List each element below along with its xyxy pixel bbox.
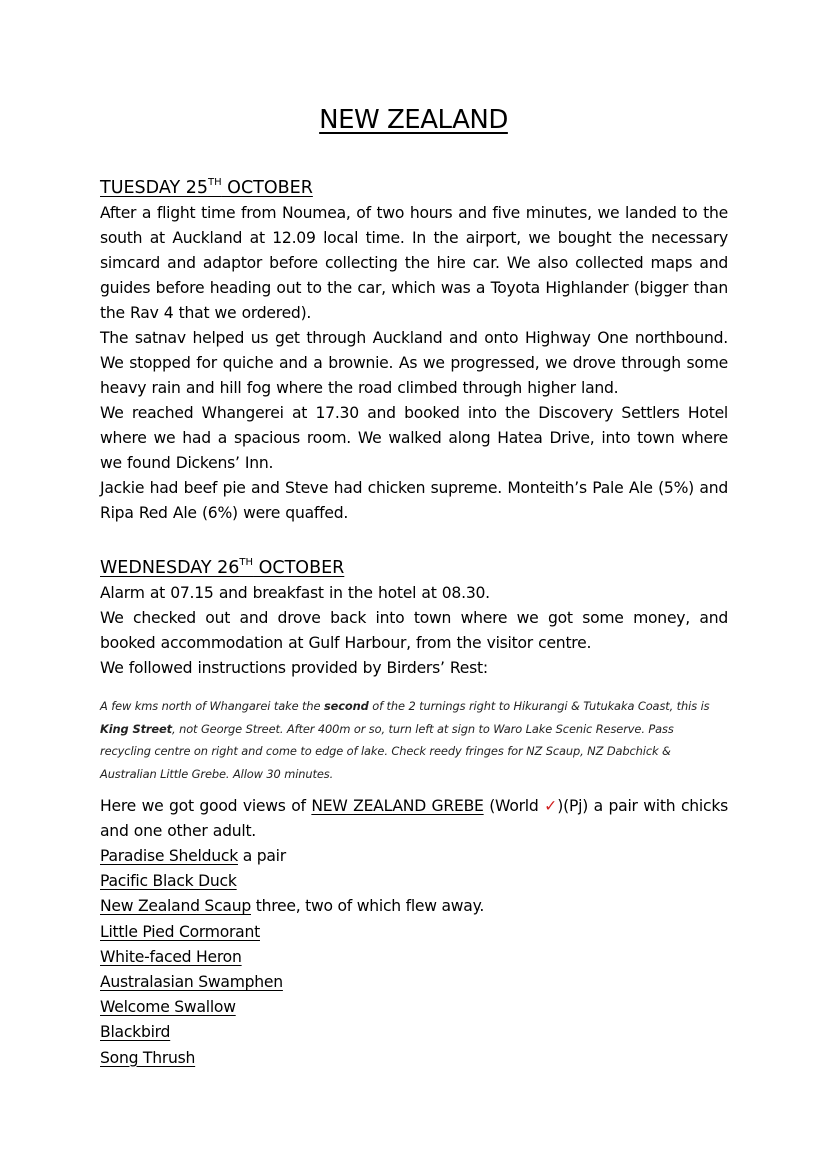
- day1-paragraph: We reached Whangerei at 17.30 and booked into the Discovery Settlers Hotel where we had a spacious room. We walked along Hatea Drive, into town where we found Dickens’ Inn.: [100, 404, 728, 472]
- list-item: [100, 1020, 728, 1045]
- quote-text: A few kms north of Whangarei take the: [100, 699, 324, 713]
- species-name: White-faced Heron: [100, 947, 242, 966]
- species-name: Paradise Shelduck: [100, 847, 238, 865]
- day1-heading-day: TUESDAY 25: [100, 178, 208, 198]
- day1-paragraph: Jackie had beef pie and Steve had chicken supreme. Monteith’s Pale Ale (5%) and Ripa Red Ale (6%) were quaffed.: [100, 479, 728, 522]
- species-name: Song Thrush: [100, 1048, 196, 1067]
- species-list: [100, 844, 728, 1071]
- species-name: Little Pied Cormorant: [100, 922, 260, 941]
- day2-paragraph: Alarm at 07.15 and breakfast in the hotel at 08.30.: [100, 584, 490, 602]
- list-item: [100, 1046, 728, 1071]
- list-item: [100, 920, 728, 945]
- quote-text: , not George Street. After 400m or so, turn left at sign to Waro Lake Scenic Reserve. Pass recycling centre on right and come to edge of lake. Check reedy fringes for NZ Scaup, NZ Dabchick & Australian Little Grebe. Allow 30 minutes.: [100, 721, 674, 781]
- list-item: [100, 970, 728, 995]
- species-note: three, two of which flew away.: [251, 897, 485, 916]
- page-title-text: NEW ZEALAND: [319, 105, 508, 135]
- day1-paragraph: The satnav helped us get through Auckland and onto Highway One northbound. We stopped for quiche and a brownie. As we progressed, we drove through some heavy rain and hill fog where the road climbed through higher land.: [100, 329, 728, 397]
- quote-bold: King Street: [100, 721, 173, 736]
- page-title: [0, 104, 827, 136]
- day2-heading-month: OCTOBER: [253, 558, 345, 578]
- species-name: New Zealand Scaup: [100, 897, 251, 916]
- grebe-paragraph: [100, 794, 728, 844]
- day1-paragraph: After a flight time from Noumea, of two hours and five minutes, we landed to the south at Auckland at 12.09 local time. In the airport, we bought the necessary simcard and adaptor before collecting the hire car. We also collected maps and guides before heading out to the car, which was a Toyota Highlander (bigger than the Rav 4 that we ordered).: [100, 204, 728, 322]
- species-name: Blackbird: [100, 1023, 171, 1042]
- grebe-mid: (World: [483, 797, 545, 815]
- list-item: [100, 894, 728, 919]
- day2-section: [100, 556, 728, 1071]
- species-name: Pacific Black Duck: [100, 872, 237, 891]
- day1-heading: [100, 176, 728, 201]
- day1-heading-sup: TH: [207, 177, 222, 188]
- quote-text: of the 2 turnings right to Hikurangi & Tutukaka Coast, this is: [368, 699, 710, 713]
- grebe-prefix: Here we got good views of: [100, 797, 312, 815]
- day2-heading-sup: TH: [239, 557, 254, 568]
- day1-section: [100, 176, 728, 526]
- day2-heading-day: WEDNESDAY 26: [100, 558, 240, 578]
- grebe-suffix: )(Pj) a pair with chicks and one other adult.: [100, 797, 728, 840]
- species-name: Welcome Swallow: [100, 998, 236, 1017]
- day2-heading: [100, 556, 728, 581]
- list-item: [100, 844, 728, 869]
- day2-paragraph: We checked out and drove back into town where we got some money, and booked accommodation at Gulf Harbour, from the visitor centre.: [100, 609, 728, 652]
- grebe-species: NEW ZEALAND GREBE: [311, 797, 484, 815]
- list-item: [100, 995, 728, 1020]
- tick-icon: ✓: [544, 797, 558, 815]
- day1-heading-month: OCTOBER: [221, 178, 313, 198]
- list-item: [100, 869, 728, 894]
- quote-bold: second: [323, 699, 369, 713]
- species-name: Australasian Swamphen: [100, 972, 283, 991]
- species-note: a pair: [237, 847, 286, 865]
- day2-paragraph: We followed instructions provided by Birders’ Rest:: [100, 659, 488, 677]
- list-item: [100, 945, 728, 970]
- directions-quote: [100, 695, 728, 785]
